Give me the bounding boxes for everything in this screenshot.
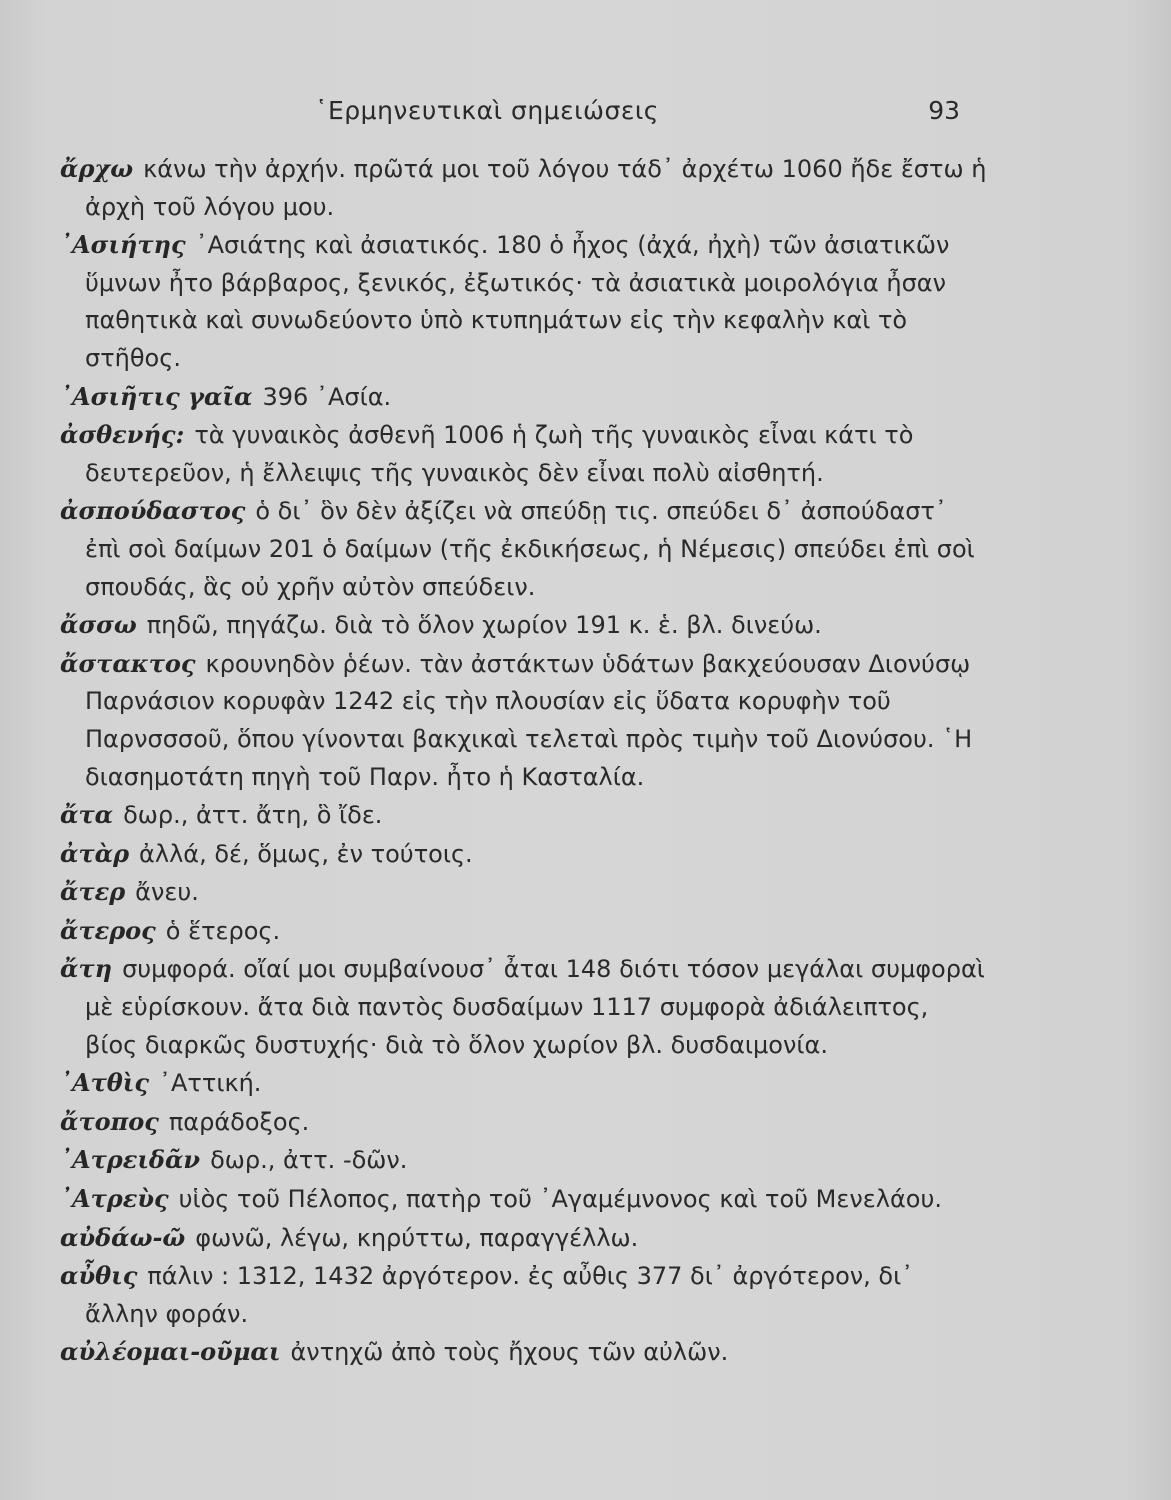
lemma: ἄτη bbox=[60, 954, 113, 984]
entry-text: δωρ., ἀττ. -δῶν. bbox=[210, 1146, 408, 1175]
entry-text: κάνω τὴν ἀρχήν. πρῶτά μοι τοῦ λόγου τάδ᾿ ἀρχέτω 1060 ἤδε ἔστω ἡ ἀρχὴ τοῦ λόγου μου. bbox=[85, 155, 987, 221]
lemma: ἄσσω bbox=[60, 610, 137, 640]
lemma: αὐδάω-ῶ bbox=[60, 1222, 186, 1252]
lemma: ἀσθενής: bbox=[60, 420, 185, 450]
entry-text: υἱὸς τοῦ Πέλοπος, πατὴρ τοῦ ᾿Αγαμέμνονος καὶ τοῦ Μενελάου. bbox=[178, 1185, 942, 1214]
entry-text: ὁ δι᾿ ὃν δὲν ἀξίζει νὰ σπεύδῃ τις. σπεύδει δ᾿ ἀσπούδαστ᾿ ἐπὶ σοὶ δαίμων 201 ὁ δαίμων (τῆς ἐκδικήσεως, ἡ Νέμεσις) σπεύδει ἐπὶ σοὶ σπουδάς, ἃς οὐ χρῆν αὐτὸν σπεύδειν. bbox=[85, 497, 975, 601]
page-number: 93 bbox=[928, 96, 960, 125]
entry-text: ἀντηχῶ ἀπὸ τοὺς ἤχους τῶν αὐλῶν. bbox=[290, 1338, 729, 1367]
entry-text: ᾿Ασιάτης καὶ ἀσιατικός. 180 ὁ ἦχος (ἀχά, ἠχὴ) τῶν ἀσιατικῶν ὕμνων ἦτο βάρβαρος, ξενικός, ἐξωτικός· τὰ ἀσιατικὰ μοιρολόγια ἦσαν παθητικὰ καὶ συνωδεύοντο ὑπὸ κτυπημάτων εἰς τὴν κεφαλὴν καὶ τὸ στῆθος. bbox=[85, 231, 950, 372]
entry-text: ᾿Αττική. bbox=[159, 1069, 262, 1098]
lemma: ἄρχω bbox=[60, 154, 134, 183]
lemma: ἀτὰρ bbox=[60, 838, 130, 868]
entry-audao bbox=[60, 1219, 988, 1258]
entry-text: 396 ᾿Ασία. bbox=[262, 382, 392, 411]
lemma: ᾿Ασιήτης bbox=[60, 230, 186, 260]
entry-text: παράδοξος. bbox=[168, 1107, 310, 1136]
entry-atopos bbox=[60, 1103, 988, 1142]
entry-ata bbox=[60, 796, 988, 835]
lemma: ἄτερ bbox=[60, 877, 126, 907]
entry-text: πάλιν : 1312, 1432 ἀργότερον. ἐς αὖθις 377 δι᾿ ἀργότερον, δι᾿ ἄλλην φοράν. bbox=[85, 1262, 914, 1328]
entry-asietis-gaia bbox=[60, 378, 988, 417]
lemma: ἄστακτος bbox=[60, 648, 196, 678]
entry-atar bbox=[60, 835, 988, 874]
entry-auleomai bbox=[60, 1333, 988, 1372]
lemma: ᾿Ατρειδᾶν bbox=[60, 1145, 201, 1175]
lemma: αὖθις bbox=[60, 1261, 138, 1291]
glossary-text bbox=[60, 150, 988, 1372]
lemma: αὐλέομαι-οῦμαι bbox=[60, 1337, 281, 1367]
lemma: ᾿Ασιῆτις γαῖα bbox=[60, 381, 253, 411]
lemma: ἄτερος bbox=[60, 915, 156, 945]
entry-ate bbox=[60, 950, 988, 1064]
lemma: ἄτοπος bbox=[60, 1106, 159, 1136]
page-header bbox=[60, 96, 960, 136]
entry-text: κρουνηδὸν ῥέων. τὰν ἀστάκτων ὑδάτων βακχεύουσαν Διονύσῳ Παρνάσιον κορυφὰν 1242 εἰς τὴν πλουσίαν εἰς ὕδατα κορυφὴν τοῦ Παρνσσσοῦ, ὅπου γίνονται βακχικαὶ τελεταὶ πρὸς τιμὴν τοῦ Διονύσου. ῾Η διασημοτάτη πηγὴ τοῦ Παρν. ἦτο ἡ Κασταλία. bbox=[85, 649, 973, 791]
entry-text: ὁ ἕτερος. bbox=[165, 916, 281, 945]
lemma: ἀσπούδαστος bbox=[60, 496, 246, 526]
entry-ater bbox=[60, 873, 988, 912]
entry-astaktos bbox=[60, 645, 988, 796]
entry-text: τὰ γυναικὸς ἀσθενῆ 1006 ἡ ζωὴ τῆς γυναικὸς εἶναι κάτι τὸ δευτερεῦον, ἡ ἔλλειψις τῆς γυναικὸς δὲν εἶναι πολὺ αἰσθητή. bbox=[85, 421, 914, 487]
lemma: ᾿Ατρεὺς bbox=[60, 1184, 169, 1214]
lemma: ᾿Ατθὶς bbox=[60, 1068, 150, 1098]
entry-archo bbox=[60, 150, 988, 226]
entry-ateros bbox=[60, 912, 988, 951]
entry-authis bbox=[60, 1257, 988, 1333]
entry-atthis bbox=[60, 1064, 988, 1103]
entry-atreus bbox=[60, 1180, 988, 1219]
entry-text: ἀλλά, δέ, ὅμως, ἐν τούτοις. bbox=[139, 839, 473, 868]
entry-asso bbox=[60, 606, 988, 645]
entry-aspoudastos bbox=[60, 492, 988, 606]
lemma: ἄτα bbox=[60, 800, 114, 830]
entry-text: ἄνευ. bbox=[135, 878, 199, 907]
entry-asietes bbox=[60, 226, 988, 377]
entry-atreidan bbox=[60, 1141, 988, 1180]
running-title: ῾Ερμηνευτικαὶ σημειώσεις bbox=[315, 96, 659, 125]
entry-text: συμφορά. οἴαί μοι συμβαίνουσ᾿ ἆται 148 διότι τόσον μεγάλαι συμφοραὶ μὲ εὑρίσκουν. ἄτα διὰ παντὸς δυσδαίμων 1117 συμφορὰ ἀδιάλειπτος, βίος διαρκῶς δυστυχής· διὰ τὸ ὅλον χωρίον βλ. δυσδαιμονία. bbox=[85, 955, 985, 1059]
entry-asthenes bbox=[60, 416, 988, 492]
entry-text: πηδῶ, πηγάζω. διὰ τὸ ὅλον χωρίον 191 κ. ἑ. βλ. δινεύω. bbox=[146, 611, 822, 640]
entry-text: φωνῶ, λέγω, κηρύττω, παραγγέλλω. bbox=[195, 1223, 639, 1252]
entry-text: δωρ., ἀττ. ἄτη, ὃ ἴδε. bbox=[123, 801, 383, 830]
